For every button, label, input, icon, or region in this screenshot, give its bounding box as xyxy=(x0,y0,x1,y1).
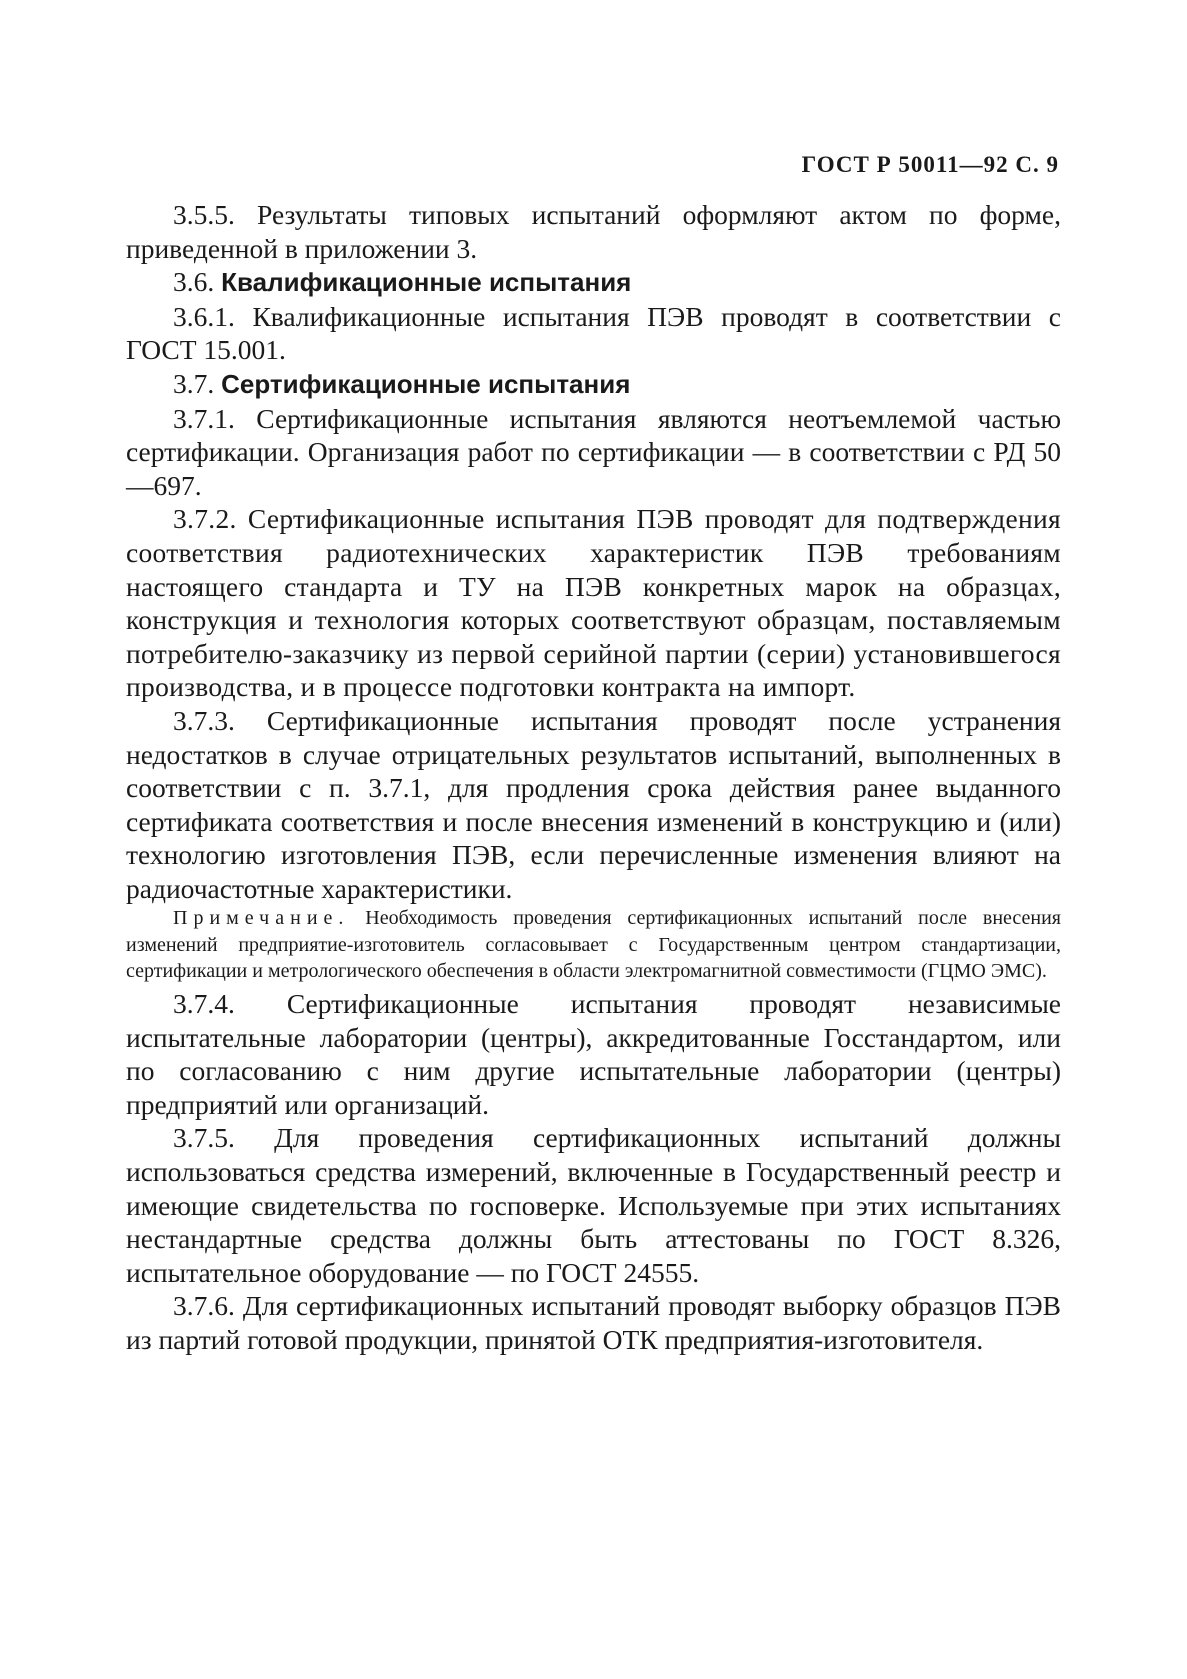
clause-number: 3.7.5. xyxy=(173,1122,235,1154)
heading-title: Сертификационные испытания xyxy=(221,368,631,399)
paragraph-3-5-5 xyxy=(126,198,1061,265)
note-label: Примечание. xyxy=(173,907,350,930)
clause-text: Квалификационные испытания ПЭВ проводят в соответствии с ГОСТ 15.001. xyxy=(126,300,1061,366)
clause-number: 3.7.3. xyxy=(173,704,235,736)
document-body xyxy=(126,198,1061,1357)
heading-title: Квалификационные испытания xyxy=(221,267,632,298)
clause-number: 3.7.6. xyxy=(173,1290,235,1322)
paragraph-3-7-6 xyxy=(126,1289,1061,1356)
note-text: Необходимость проведения сертификационных испытаний после внесения изменений предприятие-изготовитель согласовывает с Государственным центром стандартизации, сертификации и метрологического обеспечения в области электромагнитной совместимости (ГЦМО ЭМС). xyxy=(126,907,1062,983)
clause-text: Сертификационные испытания проводят независимые испытательные лаборатории (центры), аккредитованные Госстандартом, или по согласованию с ним другие испытательные лаборатории (центры) предприятий или организаций. xyxy=(126,987,1062,1120)
paragraph-3-7-2 xyxy=(126,502,1061,704)
paragraph-3-7-4 xyxy=(126,987,1061,1121)
clause-number: 3.6.1. xyxy=(173,300,235,332)
paragraph-3-6-1 xyxy=(126,300,1061,367)
heading-number: 3.7. xyxy=(173,367,215,399)
heading-number: 3.6. xyxy=(173,266,215,298)
document-reference: ГОСТ Р 50011—92 С. 9 xyxy=(801,152,1059,177)
clause-text: Сертификационные испытания являются неотъемлемой частью сертификации. Организация работ по сертификации — в соответствии с РД 50—697. xyxy=(126,402,1061,501)
heading-3-6 xyxy=(126,265,1061,300)
clause-text: Сертификационные испытания проводят после устранения недостатков в случае отрицательных результатов испытаний, выполненных в соответствии с п. 3.7.1, для продления срока действия ранее выданного сертификата соответствия и после внесения изменений в конструкцию и (или) технологию изготовления ПЭВ, если перечисленные изменения влияют на радиочастотные характеристики. xyxy=(126,704,1062,904)
clause-text: Сертификационные испытания ПЭВ проводят для подтверждения соответствия радиотехнических характеристик ПЭВ требованиям настоящего стандарта и ТУ на ПЭВ конкретных марок на образцах, конструкция и технология которых соответствуют образцам, поставляемым потребителю-заказчику из первой серийной партии (серии) установившегося производства, и в процессе подготовки контракта на импорт. xyxy=(126,503,1061,703)
paragraph-3-7-3 xyxy=(126,704,1061,906)
clause-text: Результаты типовых испытаний оформляют актом по форме, приведенной в приложении 3. xyxy=(126,199,1061,264)
clause-text: Для сертификационных испытаний проводят выборку образцов ПЭВ из партий готовой продукции, принятой ОТК предприятия-изготовителя. xyxy=(126,1290,1061,1355)
page-header xyxy=(802,152,1059,178)
clause-number: 3.7.4. xyxy=(173,987,235,1019)
note xyxy=(126,905,1061,985)
clause-number: 3.7.1. xyxy=(173,402,235,434)
clause-text: Для проведения сертификационных испытаний должны использоваться средства измерений, включенные в Государственный реестр и имеющие свидетельства по госповерке. Используемые при этих испытаниях нестандартные средства должны быть аттестованы по ГОСТ 8.326, испытательное оборудование — по ГОСТ 24555. xyxy=(126,1122,1061,1288)
clause-number: 3.5.5. xyxy=(173,199,235,230)
clause-number: 3.7.2. xyxy=(173,503,237,535)
paragraph-3-7-5 xyxy=(126,1121,1061,1289)
heading-3-7 xyxy=(126,367,1061,402)
paragraph-3-7-1 xyxy=(126,402,1061,503)
